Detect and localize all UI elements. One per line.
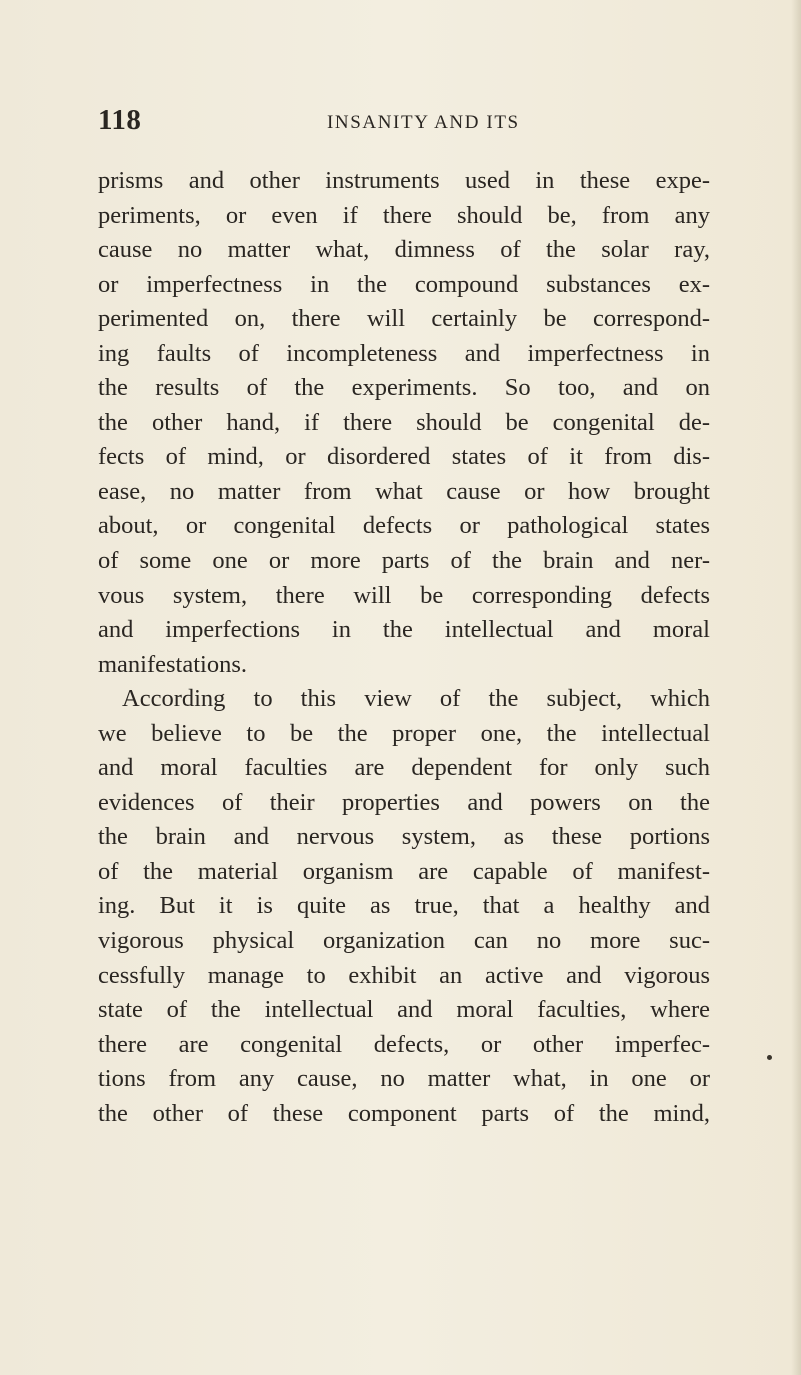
- text-line: and moral faculties are dependent for only such: [98, 754, 710, 782]
- text-line: evidences of their properties and powers on the: [98, 788, 710, 816]
- text-line: ing. But it is quite as true, that a healthy and: [98, 892, 710, 920]
- running-head-title: INSANITY AND ITS: [327, 112, 520, 133]
- text-line: fects of mind, or disordered states of it from dis-: [98, 443, 710, 471]
- margin-mark: [767, 1055, 772, 1060]
- text-line: ing faults of incompleteness and imperfectness in: [98, 339, 710, 367]
- text-line: the other hand, if there should be congenital de-: [98, 408, 710, 436]
- body-text: [98, 164, 710, 1131]
- text-line-paragraph-start: According to this view of the subject, which: [122, 685, 710, 713]
- text-line: vous system, there will be corresponding defects: [98, 581, 710, 609]
- text-line: of some one or more parts of the brain and ner-: [98, 547, 710, 575]
- text-line: of the material organism are capable of manifest-: [98, 857, 710, 885]
- text-line: the results of the experiments. So too, and on: [98, 374, 710, 402]
- text-line: there are congenital defects, or other imperfec-: [98, 1030, 710, 1058]
- text-line: state of the intellectual and moral faculties, where: [98, 996, 710, 1024]
- text-line: prisms and other instruments used in these expe-: [98, 167, 710, 194]
- text-line: the brain and nervous system, as these portions: [98, 823, 710, 851]
- text-line: vigorous physical organization can no more suc-: [98, 927, 710, 955]
- text-line: periments, or even if there should be, from any: [98, 201, 710, 229]
- text-line: tions from any cause, no matter what, in one or: [98, 1065, 710, 1093]
- text-line: and imperfections in the intellectual and moral: [98, 616, 710, 644]
- text-line: cessfully manage to exhibit an active and vigorous: [98, 961, 710, 989]
- text-line-paragraph-end: manifestations.: [98, 650, 248, 678]
- page-number: 118: [98, 104, 142, 136]
- text-line: cause no matter what, dimness of the solar ray,: [98, 236, 710, 264]
- text-line: or imperfectness in the compound substances ex-: [98, 270, 710, 298]
- text-line: about, or congenital defects or pathological states: [98, 512, 710, 540]
- text-line: the other of these component parts of the mind,: [98, 1099, 710, 1127]
- text-line: perimented on, there will certainly be correspond-: [98, 305, 710, 333]
- text-line: ease, no matter from what cause or how brought: [98, 477, 710, 505]
- page-edge-shadow: [791, 0, 801, 1375]
- text-line: we believe to be the proper one, the intellectual: [98, 719, 710, 747]
- running-head: [98, 104, 718, 140]
